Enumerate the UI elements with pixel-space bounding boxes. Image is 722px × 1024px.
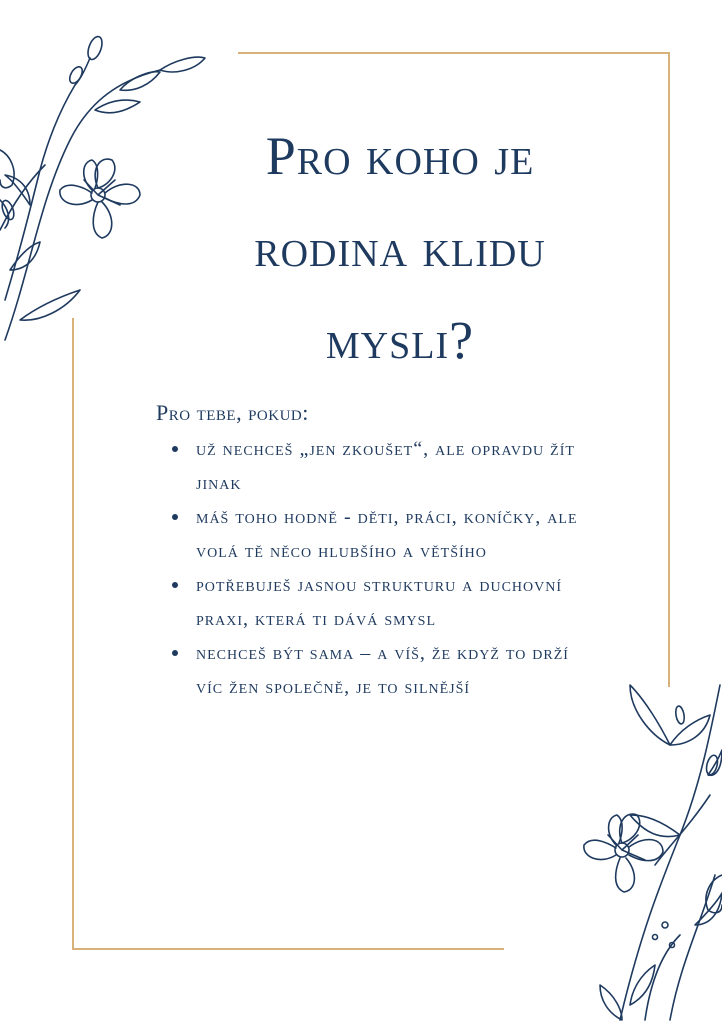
bullet-icon — [172, 650, 178, 656]
page-title — [150, 110, 650, 386]
title-line-2: rodina klidu — [254, 218, 546, 278]
floral-top-left-icon — [0, 30, 210, 350]
list-item — [170, 568, 590, 636]
bullet-icon — [172, 446, 178, 452]
list-item-text: máš toho hodně - děti, práci, koníčky, ale volá tě něco hlubšího a většího — [196, 506, 578, 562]
bullet-icon — [172, 582, 178, 588]
frame-left-line — [72, 318, 74, 950]
bullet-icon — [172, 514, 178, 520]
list-item — [170, 432, 590, 500]
intro-text: Pro tebe, pokud: — [156, 400, 309, 425]
frame-top-line — [238, 52, 670, 54]
bullet-list — [170, 432, 590, 704]
title-line-3: mysli? — [325, 310, 475, 370]
frame-bottom-line — [72, 948, 504, 950]
list-item-text: už nechceš „jen zkoušet“, ale opravdu žít jinak — [196, 438, 575, 494]
title-line-1: Pro koho je — [265, 126, 535, 186]
list-item-text: potřebuješ jasnou strukturu a duchovní praxi, která ti dává smysl — [196, 574, 563, 630]
frame-right-line — [668, 52, 670, 687]
floral-bottom-right-icon — [560, 675, 722, 1024]
list-item — [170, 500, 590, 568]
list-item-text: nechceš být sama – a víš, že když to drží víc žen společně, je to silnější — [196, 642, 569, 698]
list-item — [170, 636, 590, 704]
